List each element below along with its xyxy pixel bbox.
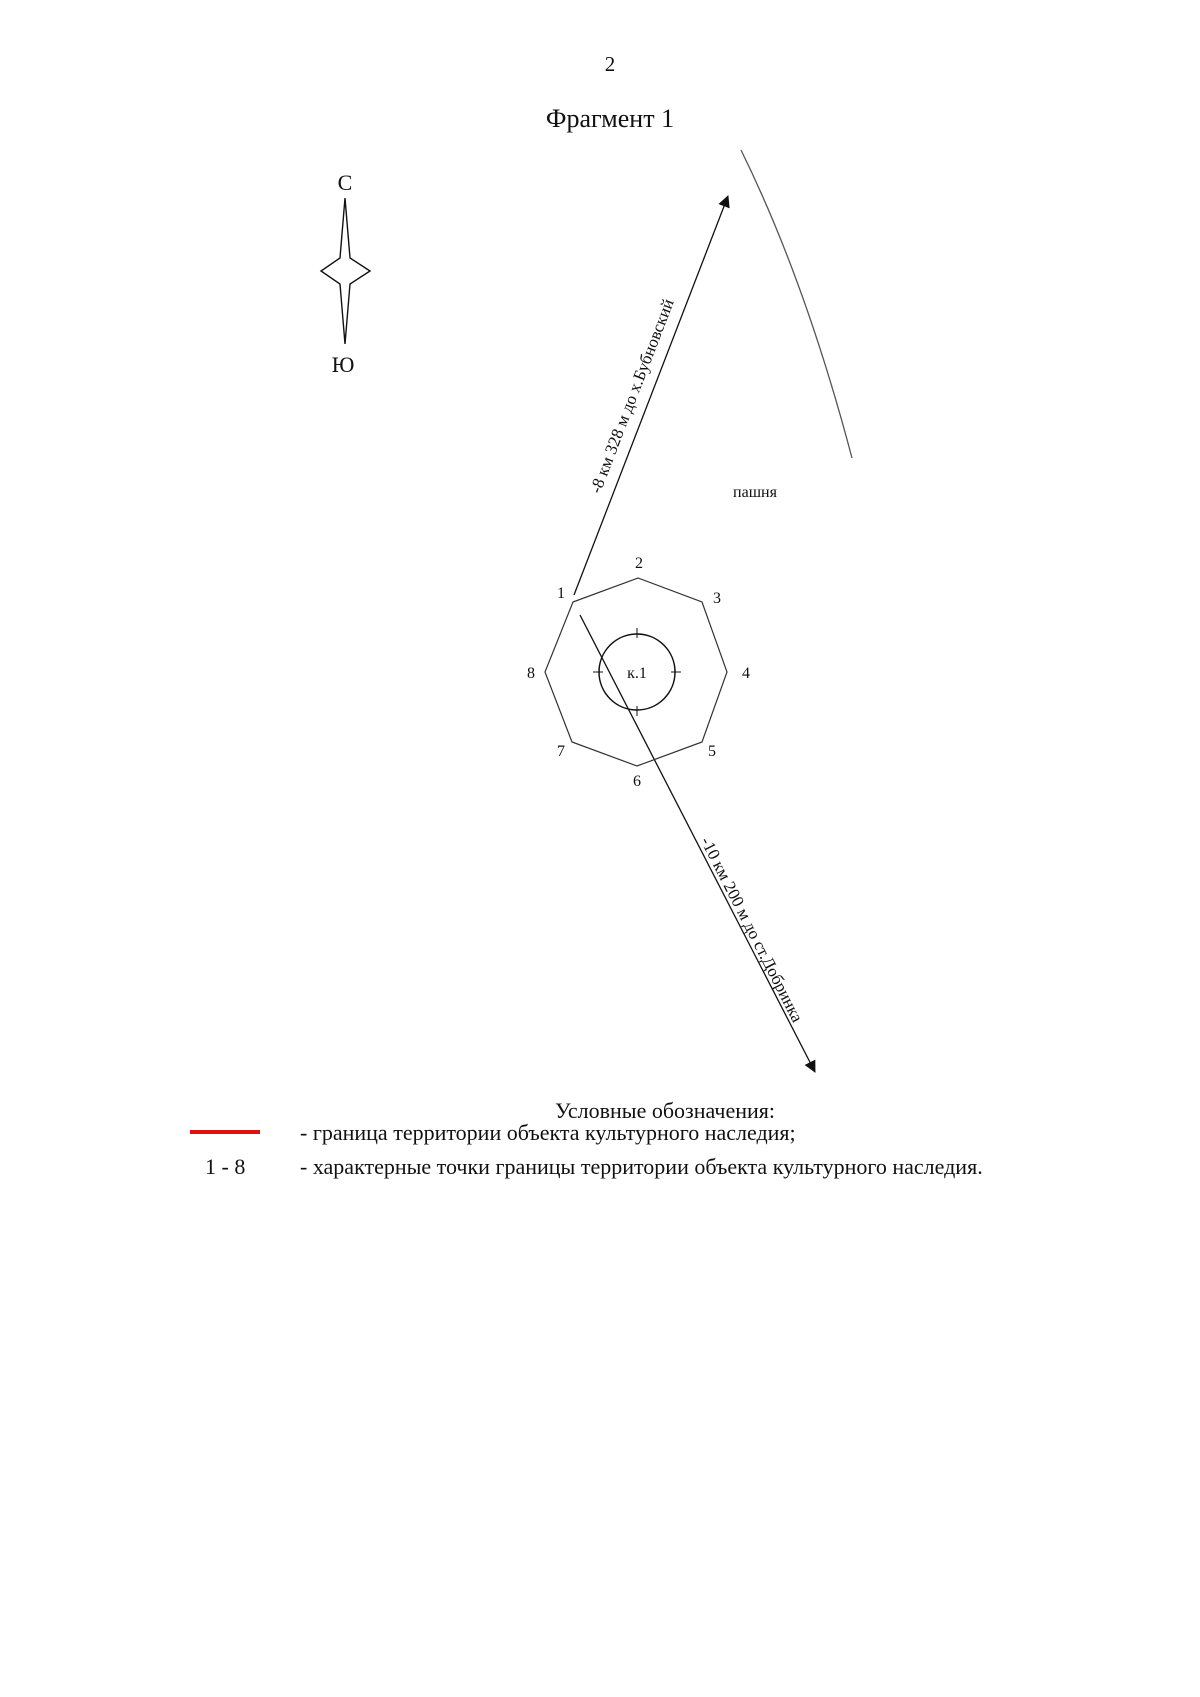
boundary-point-label: 4 [742,665,750,682]
legend-points-text: - характерные точки границы территории объекта культурного наследия. [300,1154,983,1179]
legend-points-key: 1 - 8 [205,1154,246,1179]
field-edge-line [741,150,852,458]
area-label: пашня [733,484,777,501]
boundary-point-label: 5 [708,743,716,760]
compass-north-label: С [337,170,353,195]
direction-label-se: -10 км 200 м до ст.Добринка [696,833,807,1026]
boundary-point-label: 7 [557,743,565,760]
page-number: 2 [604,52,616,76]
compass-south-label: Ю [331,352,355,377]
compass-rose [321,170,370,377]
legend-title: Условные обозначения: [554,1098,776,1123]
boundary-point-label: 1 [557,585,565,602]
boundary-point-label: 2 [635,555,643,572]
barrow-label: к.1 [627,665,647,682]
compass-star-icon [321,198,370,344]
fragment-title: Фрагмент 1 [545,104,675,133]
direction-label-ne: -8 км 328 м до х.Бубновский [586,296,678,496]
legend-boundary-swatch [190,1130,260,1134]
boundary-point-label: 3 [713,590,721,607]
boundary-point-label: 8 [527,665,535,682]
boundary-point-label: 6 [633,773,641,790]
direction-arrow-ne [574,196,728,595]
legend-boundary-text: - граница территории объекта культурного наследия; [300,1120,796,1145]
